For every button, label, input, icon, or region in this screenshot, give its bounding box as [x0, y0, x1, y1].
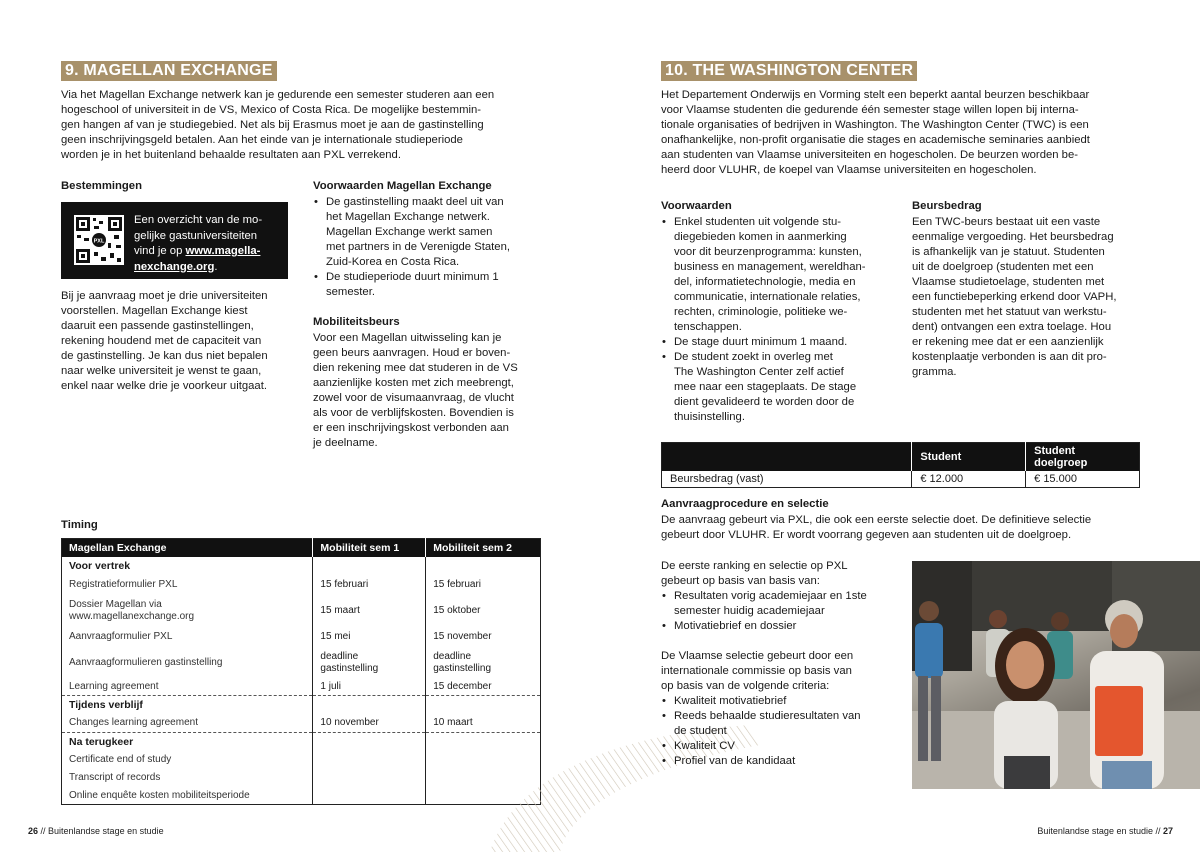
list-item	[674, 754, 901, 769]
text-line: www.magellanexchange.org	[69, 610, 195, 622]
text-line: Bij je aanvraag moet je drie universiteiten	[61, 290, 268, 302]
text-line: business en management, wereldhan-	[674, 261, 866, 273]
text-line: uit de doelgroep (studenten met een	[912, 261, 1094, 273]
section-heading-washington: 10. THE WASHINGTON CENTER	[661, 61, 917, 81]
table-cell	[62, 595, 313, 626]
table-cell	[426, 647, 541, 678]
text-line: tenschappen.	[674, 321, 742, 333]
table-cell: Aanvraagformulier PXL	[69, 631, 173, 642]
text-line: deadline	[320, 650, 359, 662]
table-cell: 15 november	[426, 626, 541, 647]
text-line: eenmalige vergoeding. Het beursbedrag	[912, 231, 1114, 243]
text-line: enkel naar welke drie je voorkeur uitgaat.	[61, 380, 267, 392]
text-line: internationale commissie op basis van	[661, 665, 852, 677]
text-line: Via het Magellan Exchange netwerk kan je gedurende een semester studeren aan een	[61, 89, 495, 101]
text-line: Zuid-Korea en Costa Rica.	[326, 256, 460, 268]
text-line: zowel voor de visumaanvraag, de vlucht	[313, 392, 514, 404]
text-line: als voor de verblijfskosten. Bovendien is	[313, 407, 514, 419]
timing-title: Timing	[61, 519, 98, 531]
students-photo	[912, 561, 1200, 789]
text-line: aan studenten van Vlaamse universiteiten en hogescholen. De beurzen worden be-	[661, 149, 1079, 161]
table-row	[62, 574, 541, 595]
text-line: Een TWC-beurs bestaat uit een vaste	[912, 216, 1101, 228]
text-line: semester huidig academiejaar	[674, 605, 825, 617]
text-line: • Reeds behaalde studieresultaten van	[674, 710, 861, 722]
text-line: voorstellen. Magellan Exchange kiest	[61, 305, 248, 317]
column-header: Student doelgroep	[1026, 443, 1140, 472]
table-group-row	[62, 696, 541, 714]
footer-right	[1037, 826, 1173, 836]
table-cell	[426, 696, 541, 714]
text-line: • Motivatiebrief en dossier	[674, 620, 797, 632]
beursbedrag-title: Beursbedrag	[912, 200, 982, 212]
voorwaarden-twc-title: Voorwaarden	[661, 200, 732, 212]
bestemmingen-title: Bestemmingen	[61, 180, 142, 192]
table-cell: Certificate end of study	[69, 753, 172, 765]
text-line: voor dit beurzenprogramma: kunsten,	[674, 246, 862, 258]
text-line: een functiebeperking erkend door VAPH,	[912, 291, 1117, 303]
text-line: tionale organisaties of bedrijven in Washington. The Washington Center (TWC) is een	[661, 119, 1089, 131]
table-cell: 1 juli	[313, 678, 426, 696]
voorwaarden-magellan-title: Voorwaarden Magellan Exchange	[313, 180, 492, 192]
text-line: thuisinstelling.	[674, 411, 745, 423]
list-item	[674, 335, 896, 350]
text-line: • De stage duurt minimum 1 maand.	[674, 336, 848, 348]
text-line: geen inschrijvingsgeld betalen. Aan het einde van je internationale studieperiode	[61, 134, 463, 146]
table-cell: Transcript of records	[69, 771, 161, 783]
text-line: deadline	[433, 650, 472, 662]
footer-left	[28, 826, 164, 836]
text-line	[134, 244, 284, 260]
list-item	[674, 350, 896, 425]
table-row	[662, 471, 1140, 488]
text-line: de gastinstelling. Je kan dus niet bepalen	[61, 350, 268, 362]
table-row	[62, 626, 541, 647]
text-line: met partners in de Verenigde Staten,	[326, 241, 511, 253]
table-cell: 15 februari	[313, 574, 426, 595]
text-line: gen hangen af van je studiegebied. Net als bij Erasmus moet je aan de gastinstelling	[61, 119, 484, 131]
text-line: de student	[674, 725, 727, 737]
bestemmingen-body	[61, 289, 293, 394]
text-line: het Magellan Exchange netwerk.	[326, 211, 490, 223]
list-item	[674, 739, 901, 754]
text-line: voor Vlaamse studenten die gedurende één semester stage willen lopen bij interna-	[661, 104, 1079, 116]
text-line: • Kwaliteit motivatiebrief	[674, 695, 787, 707]
table-cell: 15 februari	[426, 574, 541, 595]
text-line: er rekening mee dat er een aanzienlijk	[912, 336, 1104, 348]
text-line: • De gastinstelling maakt deel uit van	[326, 196, 504, 208]
qr-callout-text	[134, 213, 284, 275]
table-cell	[313, 733, 426, 751]
text-line: dent) ontvangen een extra toelage. Hou	[912, 321, 1112, 333]
text-line: mee naar een stageplaats. De stage	[674, 381, 857, 393]
text-line: • Profiel van de kandidaat	[674, 755, 796, 767]
washington-intro	[661, 88, 1151, 178]
text-line: kostenplaatje verbonden is aan dit pro-	[912, 351, 1107, 363]
text-line: gastinstelling	[433, 662, 492, 674]
table-cell: 15 maart	[313, 595, 426, 626]
text-line: Vlaamse studietoelage, studenten met	[912, 276, 1105, 288]
table-cell: 15 oktober	[426, 595, 541, 626]
footer-text: // Buitenlandse stage en studie	[38, 826, 164, 836]
table-cell: 15 december	[426, 678, 541, 696]
text-line: De eerste ranking en selectie op PXL	[661, 560, 848, 572]
text-line: heerd door VLUHR, de koepel van Vlaamse universiteiten en hogescholen.	[661, 164, 1037, 176]
text-line: De Vlaamse selectie gebeurt door een	[661, 650, 854, 662]
table-cell: 10 november	[313, 713, 426, 733]
table-cell	[426, 557, 541, 574]
text-line: semester.	[326, 286, 375, 298]
text-line: gelijke gastuniversiteiten	[134, 229, 258, 242]
table-row	[62, 678, 541, 696]
text-fragment: .	[214, 260, 218, 273]
text-line: Een overzicht van de mo-	[134, 214, 263, 226]
table-cell: 10 maart	[426, 713, 541, 733]
table-header-row	[62, 539, 541, 558]
voorwaarden-twc-list	[661, 215, 896, 425]
qr-callout	[61, 202, 288, 279]
group-label: Na terugkeer	[69, 735, 134, 748]
text-line: rechten, criminologie, politieke we-	[674, 306, 848, 318]
text-line: Voor een Magellan uitwisseling kan je	[313, 332, 502, 344]
column-header: Mobiliteit sem 2	[426, 539, 541, 558]
text-line: rekening houdend met de capaciteit van	[61, 335, 262, 347]
table-cell	[313, 696, 426, 714]
table-cell: Beursbedrag (vast)	[670, 473, 764, 485]
text-line: er een inschrijvingskost verbonden aan	[313, 422, 509, 434]
text-line: je deelname.	[313, 437, 378, 449]
table-cell: Changes learning agreement	[69, 717, 198, 728]
beursbedrag-body	[912, 215, 1152, 380]
magellan-link[interactable]: www.magella-	[185, 245, 261, 257]
text-line: worden je in het buitenland behaalde resultaten aan PXL verrekend.	[61, 149, 401, 161]
table-cell: 15 mei	[313, 626, 426, 647]
list-item	[674, 709, 901, 739]
text-line: del, informatietechnologie, media en	[674, 276, 856, 288]
text-line: op basis van de volgende criteria:	[661, 680, 830, 692]
table-cell: Registratieformulier PXL	[69, 579, 178, 590]
magellan-intro	[61, 88, 541, 163]
column-header: Mobiliteit sem 1	[313, 539, 426, 558]
text-line: gastinstelling	[320, 662, 379, 674]
magellan-link[interactable]: nexchange.org	[134, 260, 215, 273]
text-line: Magellan Exchange werkt samen	[326, 226, 493, 238]
table-cell	[313, 768, 426, 786]
svg-text:PXL: PXL	[93, 238, 105, 245]
text-fragment: vind je op	[134, 245, 186, 257]
list-item	[674, 215, 896, 335]
text-line: Het Departement Onderwijs en Vorming stelt een beperkt aantal beurzen beschikbaar	[661, 89, 1090, 101]
mobiliteitsbeurs-title: Mobiliteitsbeurs	[313, 316, 400, 328]
text-line: Dossier Magellan via	[69, 598, 162, 610]
column-header: Student	[912, 443, 1026, 472]
footer-text: Buitenlandse stage en studie //	[1037, 826, 1163, 836]
mobiliteitsbeurs-body	[313, 331, 543, 451]
table-row	[62, 595, 541, 626]
text-line: • De studieperiode duurt minimum 1	[326, 271, 499, 283]
text-line: The Washington Center zelf actief	[674, 366, 844, 378]
list-item	[674, 694, 901, 709]
text-line: naar welke universiteit je wenst te gaan,	[61, 365, 262, 377]
table-cell	[313, 786, 426, 805]
text-line: gebeurt door VLUHR. Er wordt voorrang gegeven aan studenten uit de doelgroep.	[661, 529, 1072, 541]
text-line: diegebieden komen in aanmerking	[674, 231, 847, 243]
table-header-row	[662, 443, 1140, 472]
text-line: dien rekening mee dat studeren in de VS	[313, 362, 518, 374]
table-cell: Aanvraagformulieren gastinstelling	[69, 657, 223, 668]
table-row	[62, 647, 541, 678]
beursbedrag-table	[661, 442, 1140, 488]
students-photo-illustration	[912, 561, 1200, 789]
list-item	[326, 195, 543, 270]
table-cell: € 12.000	[912, 471, 1026, 488]
list-item	[674, 589, 901, 619]
aanvraag-body	[661, 513, 1151, 543]
text-line: • De student zoekt in overleg met	[674, 351, 833, 363]
column-header	[662, 443, 912, 472]
table-cell: Online enquête kosten mobiliteitsperiode	[69, 789, 250, 801]
table-cell: Learning agreement	[69, 681, 159, 692]
text-line: communicatie, internationale relaties,	[674, 291, 861, 303]
text-line: aanzienlijke kosten met zich meebrengt,	[313, 377, 514, 389]
text-line: • Kwaliteit CV	[674, 740, 735, 752]
table-cell: € 15.000	[1026, 471, 1140, 488]
list-item	[326, 270, 543, 300]
column-header: Magellan Exchange	[62, 539, 313, 558]
table-group-row	[62, 557, 541, 574]
text-line: daaruit een passende gastinstellingen,	[61, 320, 254, 332]
table-cell	[313, 750, 426, 768]
text-line: dient gevalideerd te worden door de	[674, 396, 855, 408]
list-item	[674, 619, 901, 634]
text-line: studenten met het statuut van werkstu-	[912, 306, 1107, 318]
text-line: • Enkel studenten uit volgende stu-	[674, 216, 842, 228]
section-heading-magellan: 9. MAGELLAN EXCHANGE	[61, 61, 277, 81]
text-line: geen beurs aanvragen. Houd er boven-	[313, 347, 511, 359]
text-line	[134, 260, 284, 276]
page-number: 27	[1162, 826, 1173, 836]
voorwaarden-magellan-list	[313, 195, 543, 300]
text-line: gramma.	[912, 366, 957, 378]
text-line: onafhankelijke, non-profit organisatie die stages en academische seminaries aanbiedt	[661, 134, 1090, 146]
table-cell	[313, 647, 426, 678]
text-line: hogeschool of universiteit in de VS, Mexico of Costa Rica. De mogelijke bestemmin-	[61, 104, 482, 116]
table-cell	[313, 557, 426, 574]
group-label: Voor vertrek	[69, 559, 131, 572]
text-line: De aanvraag gebeurt via PXL, die ook een eerste selectie doet. De definitieve selectie	[661, 514, 1092, 526]
aanvraag-title: Aanvraagprocedure en selectie	[661, 498, 829, 510]
text-line: is afhankelijk van je statuut. Studenten	[912, 246, 1105, 258]
group-label: Tijdens verblijf	[69, 698, 143, 711]
text-line: gebeurt op basis van basis van:	[661, 575, 820, 587]
text-line: • Resultaten vorig academiejaar en 1ste	[674, 590, 867, 602]
ranking-section	[661, 559, 901, 769]
qr-code-icon[interactable]	[74, 215, 124, 265]
page-number: 26	[28, 826, 39, 836]
